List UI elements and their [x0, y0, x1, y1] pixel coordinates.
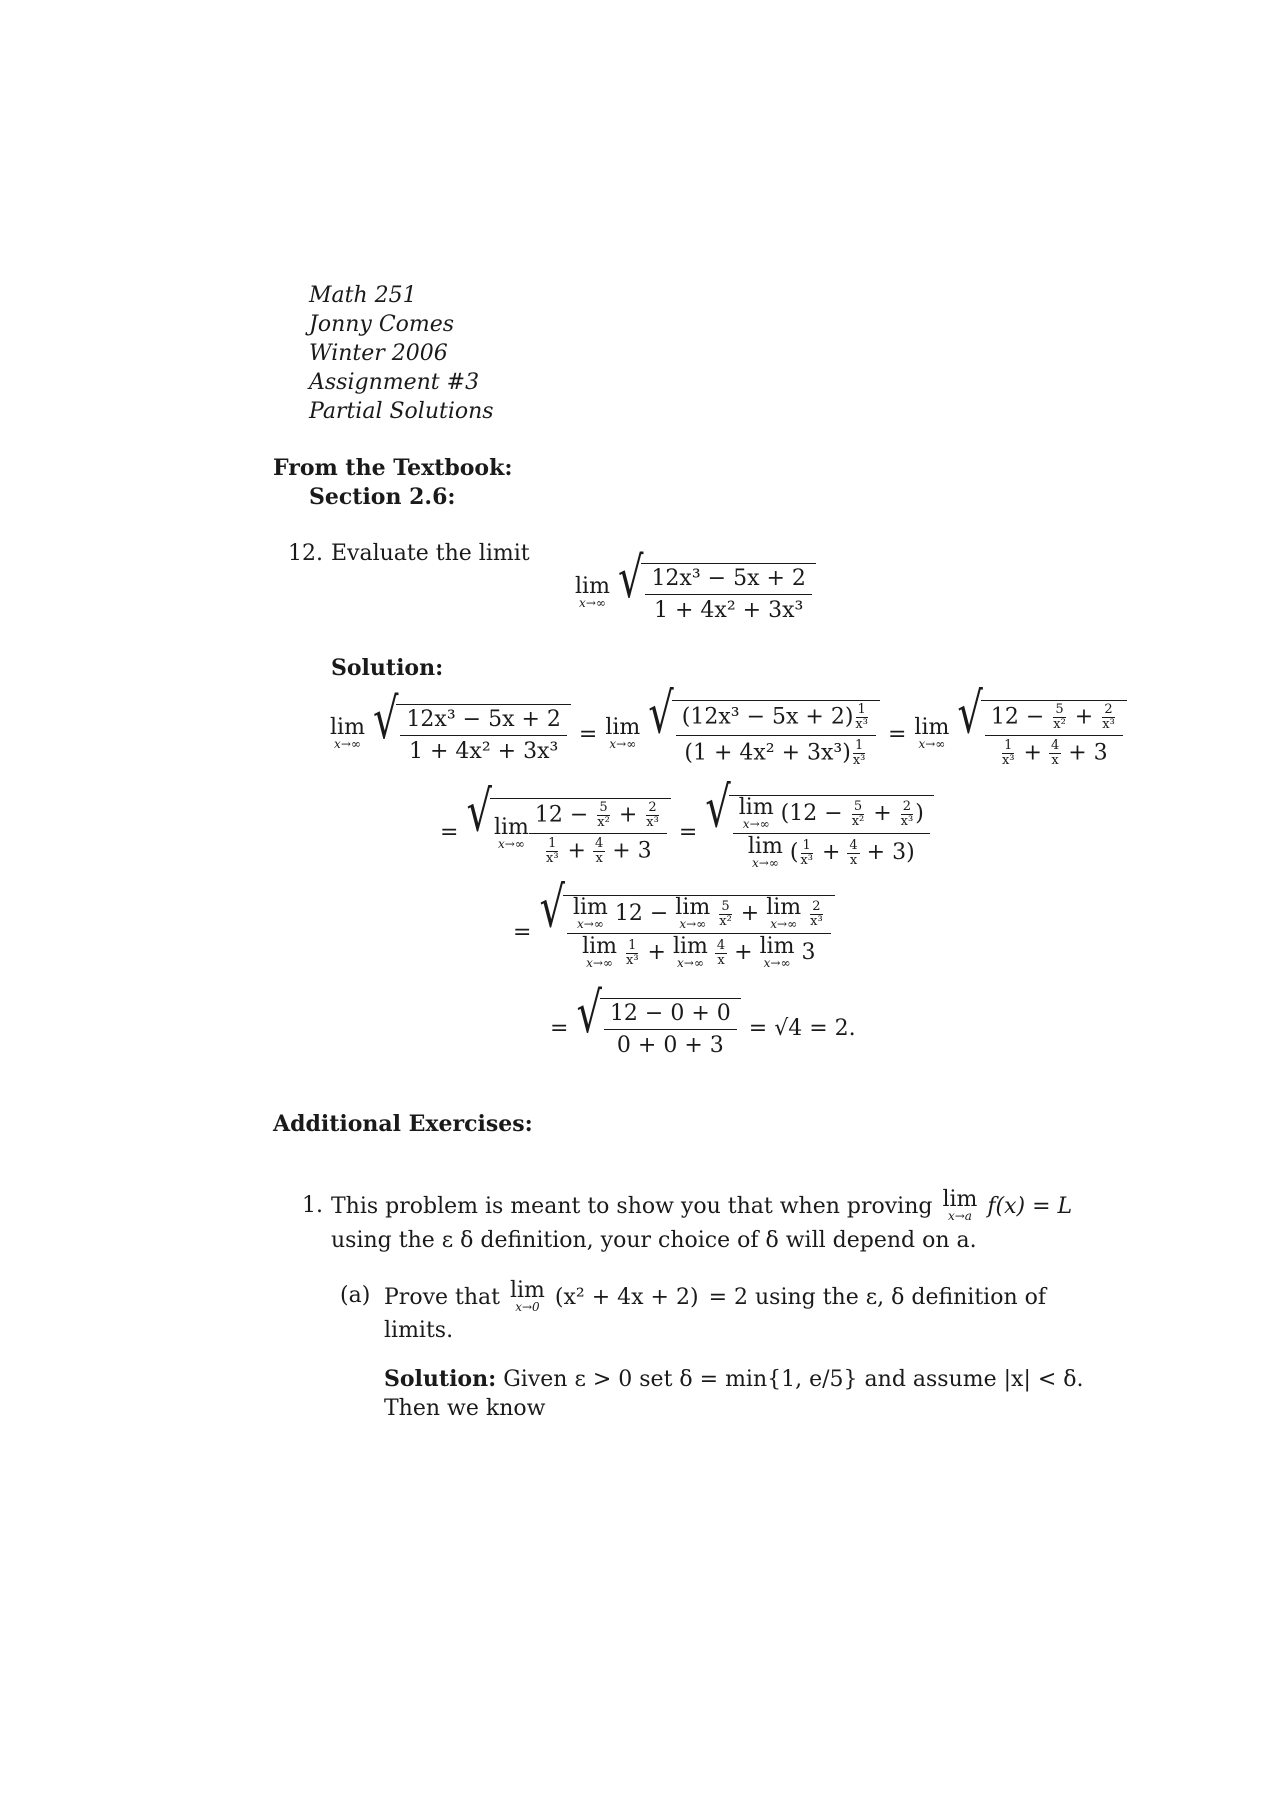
solution-line-3: = √ lim x→∞ 12 − lim x→∞ $\frac{5}{\text{x²}}$ + lim x→∞ $\frac{2}{\text{x³}}$ lim x→∞ $\frac{1}{\text{x³}}$ + lim x→∞ $\frac{4}{x}$ + lim x→∞ 3 — [513, 895, 835, 969]
part-a-label: (a) — [340, 1283, 371, 1308]
part-a-solution-label: Solution: — [384, 1366, 497, 1392]
textbook-heading: From the Textbook: — [273, 455, 513, 481]
exercise-number: 1. — [302, 1193, 323, 1218]
fraction: $\frac{\text{12x³ − 5x + 2}}{\text{1 + 4x² + 3x³}}$ — [645, 566, 811, 623]
square-root: √ $\frac{\text{12x³ − 5x + 2}}{\text{1 + 4x² + 3x³}}$ — [373, 704, 571, 764]
limit-operator: lim x→∞ — [605, 715, 641, 751]
course-name: Math 251 — [309, 283, 417, 308]
final-result: = √4 = 2. — [748, 1015, 856, 1041]
part-a-line-2: limits. — [384, 1318, 454, 1343]
solution-label: Solution: — [331, 655, 444, 681]
square-root: √ lim x→∞ 12 − lim x→∞ $\frac{5}{\text{x²}}$ + lim x→∞ $\frac{2}{\text{x³}}$ lim x→∞ $\frac{1}{\text{x³}}$ + lim x→∞ $\frac{4}{x}$ + lim x→∞ 3 — [539, 895, 834, 969]
document-subtitle: Partial Solutions — [309, 399, 494, 424]
problem-equation — [575, 546, 816, 623]
square-root: √ $\frac{\text{12x³ − 5x + 2}}{\text{1 + 4x² + 3x³}}$ — [618, 563, 816, 623]
limit-operator: lim x→∞ — [575, 574, 610, 610]
problem-number: 12. — [288, 541, 323, 566]
solution-line-2: = √ lim x→∞ 12 − $\frac{5}{\text{x²}}$ + $\frac{2}{\text{x³}}$ $\frac{1}{\text{x³}}$ + $\frac{4}{x}$ + 3 = √ lim x→∞ (12 − $\frac{5}{\text{x²}}$ + $\frac{2}{\text{x³}}$ ) lim x→∞ ( $\frac{1}{\text{x³}}$ + $\frac{4}{x}$ + 3) — [440, 795, 934, 869]
additional-heading: Additional Exercises: — [273, 1111, 533, 1137]
section-heading: Section 2.6: — [309, 484, 456, 510]
exercise-1-line-1: This problem is meant to show you that when proving lim x→a f(x) = L — [331, 1187, 1073, 1223]
limit-operator: lim x→∞ — [330, 715, 365, 751]
solution-line-4: = √ $\frac{12 - 0 + 0}{0 + 0 + 3}$ = √4 = 2. — [550, 981, 856, 1058]
part-a-solution-line-1: Solution: Given ε > 0 set δ = min{1, e/5} and assume |x| < δ. — [384, 1366, 1084, 1392]
solution-line-1: lim x→∞ √ $\frac{\text{12x³ − 5x + 2}}{\text{1 + 4x² + 3x³}}$ = lim x→∞ √ (12x³ − 5x + 2) $\frac{1}{\text{x³}}$ (1 + 4x² + 3x³) $\frac{1}{\text{x³}}$ = lim x→∞ √ 12 − $\frac{5}{\text{x²}}$ + $\frac{2}{\text{x³}}$ $\frac{1}{\text{x³}}$ + $\frac{4}{x}$ + 3 — [330, 700, 1127, 768]
term: Winter 2006 — [309, 341, 448, 366]
square-root: √ $\frac{12 - 0 + 0}{0 + 0 + 3}$ — [576, 998, 740, 1058]
exercise-1-line-2: using the ε δ definition, your choice of δ will depend on a. — [331, 1228, 977, 1253]
square-root: √ lim x→∞ 12 − $\frac{5}{\text{x²}}$ + $\frac{2}{\text{x³}}$ $\frac{1}{\text{x³}}$ + $\frac{4}{x}$ + 3 — [466, 798, 670, 866]
part-a-solution-line-2: Then we know — [384, 1396, 546, 1421]
author-name: Jonny Comes — [309, 312, 455, 337]
square-root: √ 12 − $\frac{5}{\text{x²}}$ + $\frac{2}{\text{x³}}$ $\frac{1}{\text{x³}}$ + $\frac{4}{x}$ + 3 — [957, 700, 1126, 768]
square-root: √ (12x³ − 5x + 2) $\frac{1}{\text{x³}}$ (1 + 4x² + 3x³) $\frac{1}{\text{x³}}$ — [648, 700, 880, 768]
square-root: √ lim x→∞ (12 − $\frac{5}{\text{x²}}$ + $\frac{2}{\text{x³}}$ ) lim x→∞ ( $\frac{1}{\text{x³}}$ + $\frac{4}{x}$ + 3) — [705, 795, 934, 869]
part-a-line-1: Prove that lim x→0 (x² + 4x + 2) = 2 using the ε, δ definition of — [384, 1278, 1047, 1314]
problem-text: Evaluate the limit — [331, 541, 530, 566]
assignment-title: Assignment #3 — [309, 370, 480, 395]
limit-operator: lim x→∞ — [914, 715, 950, 751]
